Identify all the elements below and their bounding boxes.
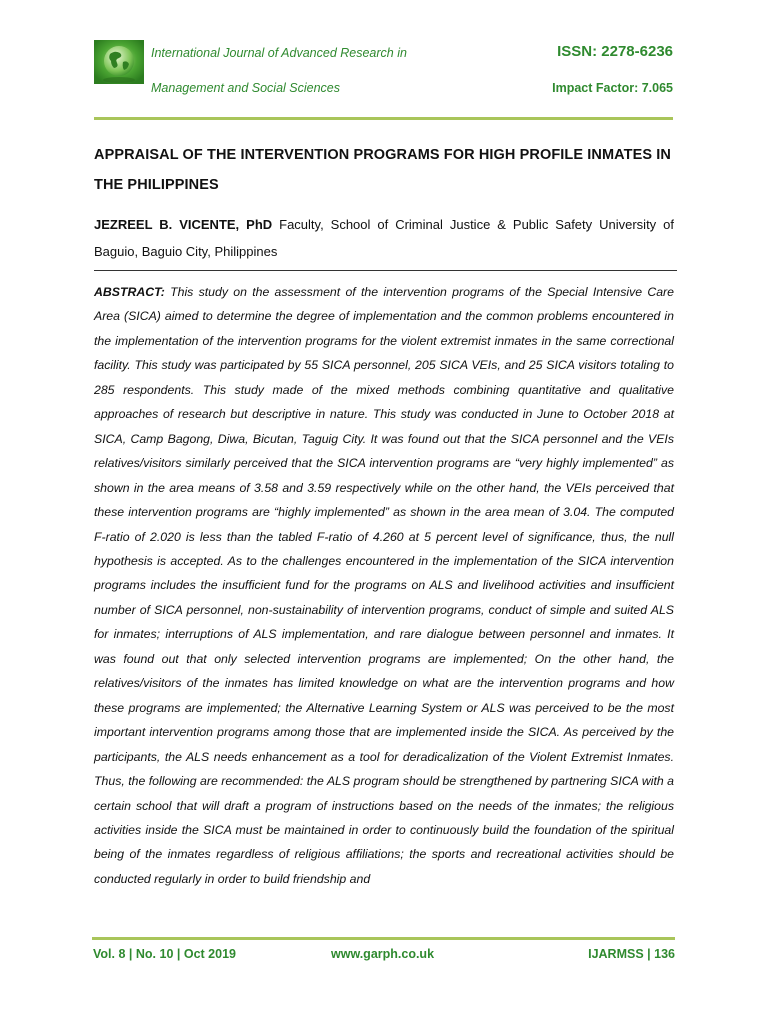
author-block [94, 211, 674, 265]
separator: | [128, 947, 133, 961]
journal-name-line1: International Journal of Advanced Research in [151, 46, 407, 60]
separator: | [176, 947, 181, 961]
author-divider [94, 270, 677, 271]
globe-logo-icon [94, 40, 144, 84]
website-link[interactable]: www.garph.co.uk [331, 947, 435, 961]
issue-info [93, 947, 236, 961]
author-affiliation: Faculty, School of Criminal Justice & Public Safety University of Baguio, Baguio City, Philippines [94, 217, 674, 259]
page-header [0, 0, 768, 124]
issn: ISSN: 2278-6236 [557, 43, 673, 60]
issue-number: No. 10 [135, 947, 174, 961]
abstract-label: ABSTRACT: [94, 285, 165, 299]
journal-name-line2: Management and Social Sciences [151, 81, 341, 95]
impact-factor: Impact Factor: 7.065 [552, 81, 673, 95]
page-footer [92, 947, 675, 967]
separator: | [647, 947, 651, 961]
volume: Vol. 8 [93, 947, 126, 961]
header-divider [94, 117, 673, 120]
page-info [588, 947, 675, 961]
abstract-text: This study on the assessment of the intervention programs of the Special Intensive Care Area (SICA) aimed to determine the degree of implementation and the common problems encountered in the implementation of the intervention programs for the violent extremist inmates in the same correctional facility. This study was participated by 55 SICA personnel, 205 SICA VEIs, and 25 SICA visitors totaling to 285 respondents. This study made of the mixed methods combining quantitative and qualitative approaches of research but descriptive in nature. This study was conducted in June to October 2018 at SICA, Camp Bagong, Diwa, Bicutan, Taguig City. It was found out that the SICA personnel and the VEIs relatives/visitors similarly perceived that the SICA intervention programs are “very highly implemented” as shown in the area means of 3.58 and 3.59 respectively while on the other hand, the VEIs perceived that these intervention programs are “highly implemented” as shown in the area mean of 3.04. The computed F-ratio of 2.020 is less than the tabled F-ratio of 4.260 at 5 percent level of significance, thus, the null hypothesis is accepted. As to the challenges encountered in the implementation of the SICA intervention programs includes the insufficient fund for the programs on ALS and livelihood activities and insufficient number of SICA personnel, non-sustainability of intervention programs, conduct of simple and suited ALS for inmates; interruptions of ALS implementation, and rare dialogue between personnel and inmates. It was found out that only selected intervention programs are implemented; On the other hand, the relatives/visitors of the inmates has limited knowledge on what are the intervention programs and how these programs are implemented; the Alternative Learning System or ALS was perceived to be the most important intervention programs among those that are implemented inside the SICA. As perceived by the participants, the ALS needs enhancement as a tool for deradicalization of the Violent Extremist Inmates. Thus, the following are recommended: the ALS program should be strengthened by partnering SICA with a certain school that will draft a program of instructions based on the needs of the inmates; the religious activities inside the SICA must be maintained in order to continuously build the foundation of the spiritual being of the inmates regardless of religious affiliations; the sports and recreational activities should be conducted regularly in order to build friendship and [94, 285, 674, 886]
issue-date: Oct 2019 [183, 947, 236, 961]
journal-abbreviation: IJARMSS [588, 947, 644, 961]
abstract [94, 280, 674, 891]
paper-title: APPRAISAL OF THE INTERVENTION PROGRAMS FOR HIGH PROFILE INMATES IN THE PHILIPPINES [94, 147, 671, 193]
footer-divider [92, 937, 675, 940]
author-name: JEZREEL B. VICENTE, PhD [94, 217, 273, 232]
page-number: 136 [654, 947, 675, 961]
